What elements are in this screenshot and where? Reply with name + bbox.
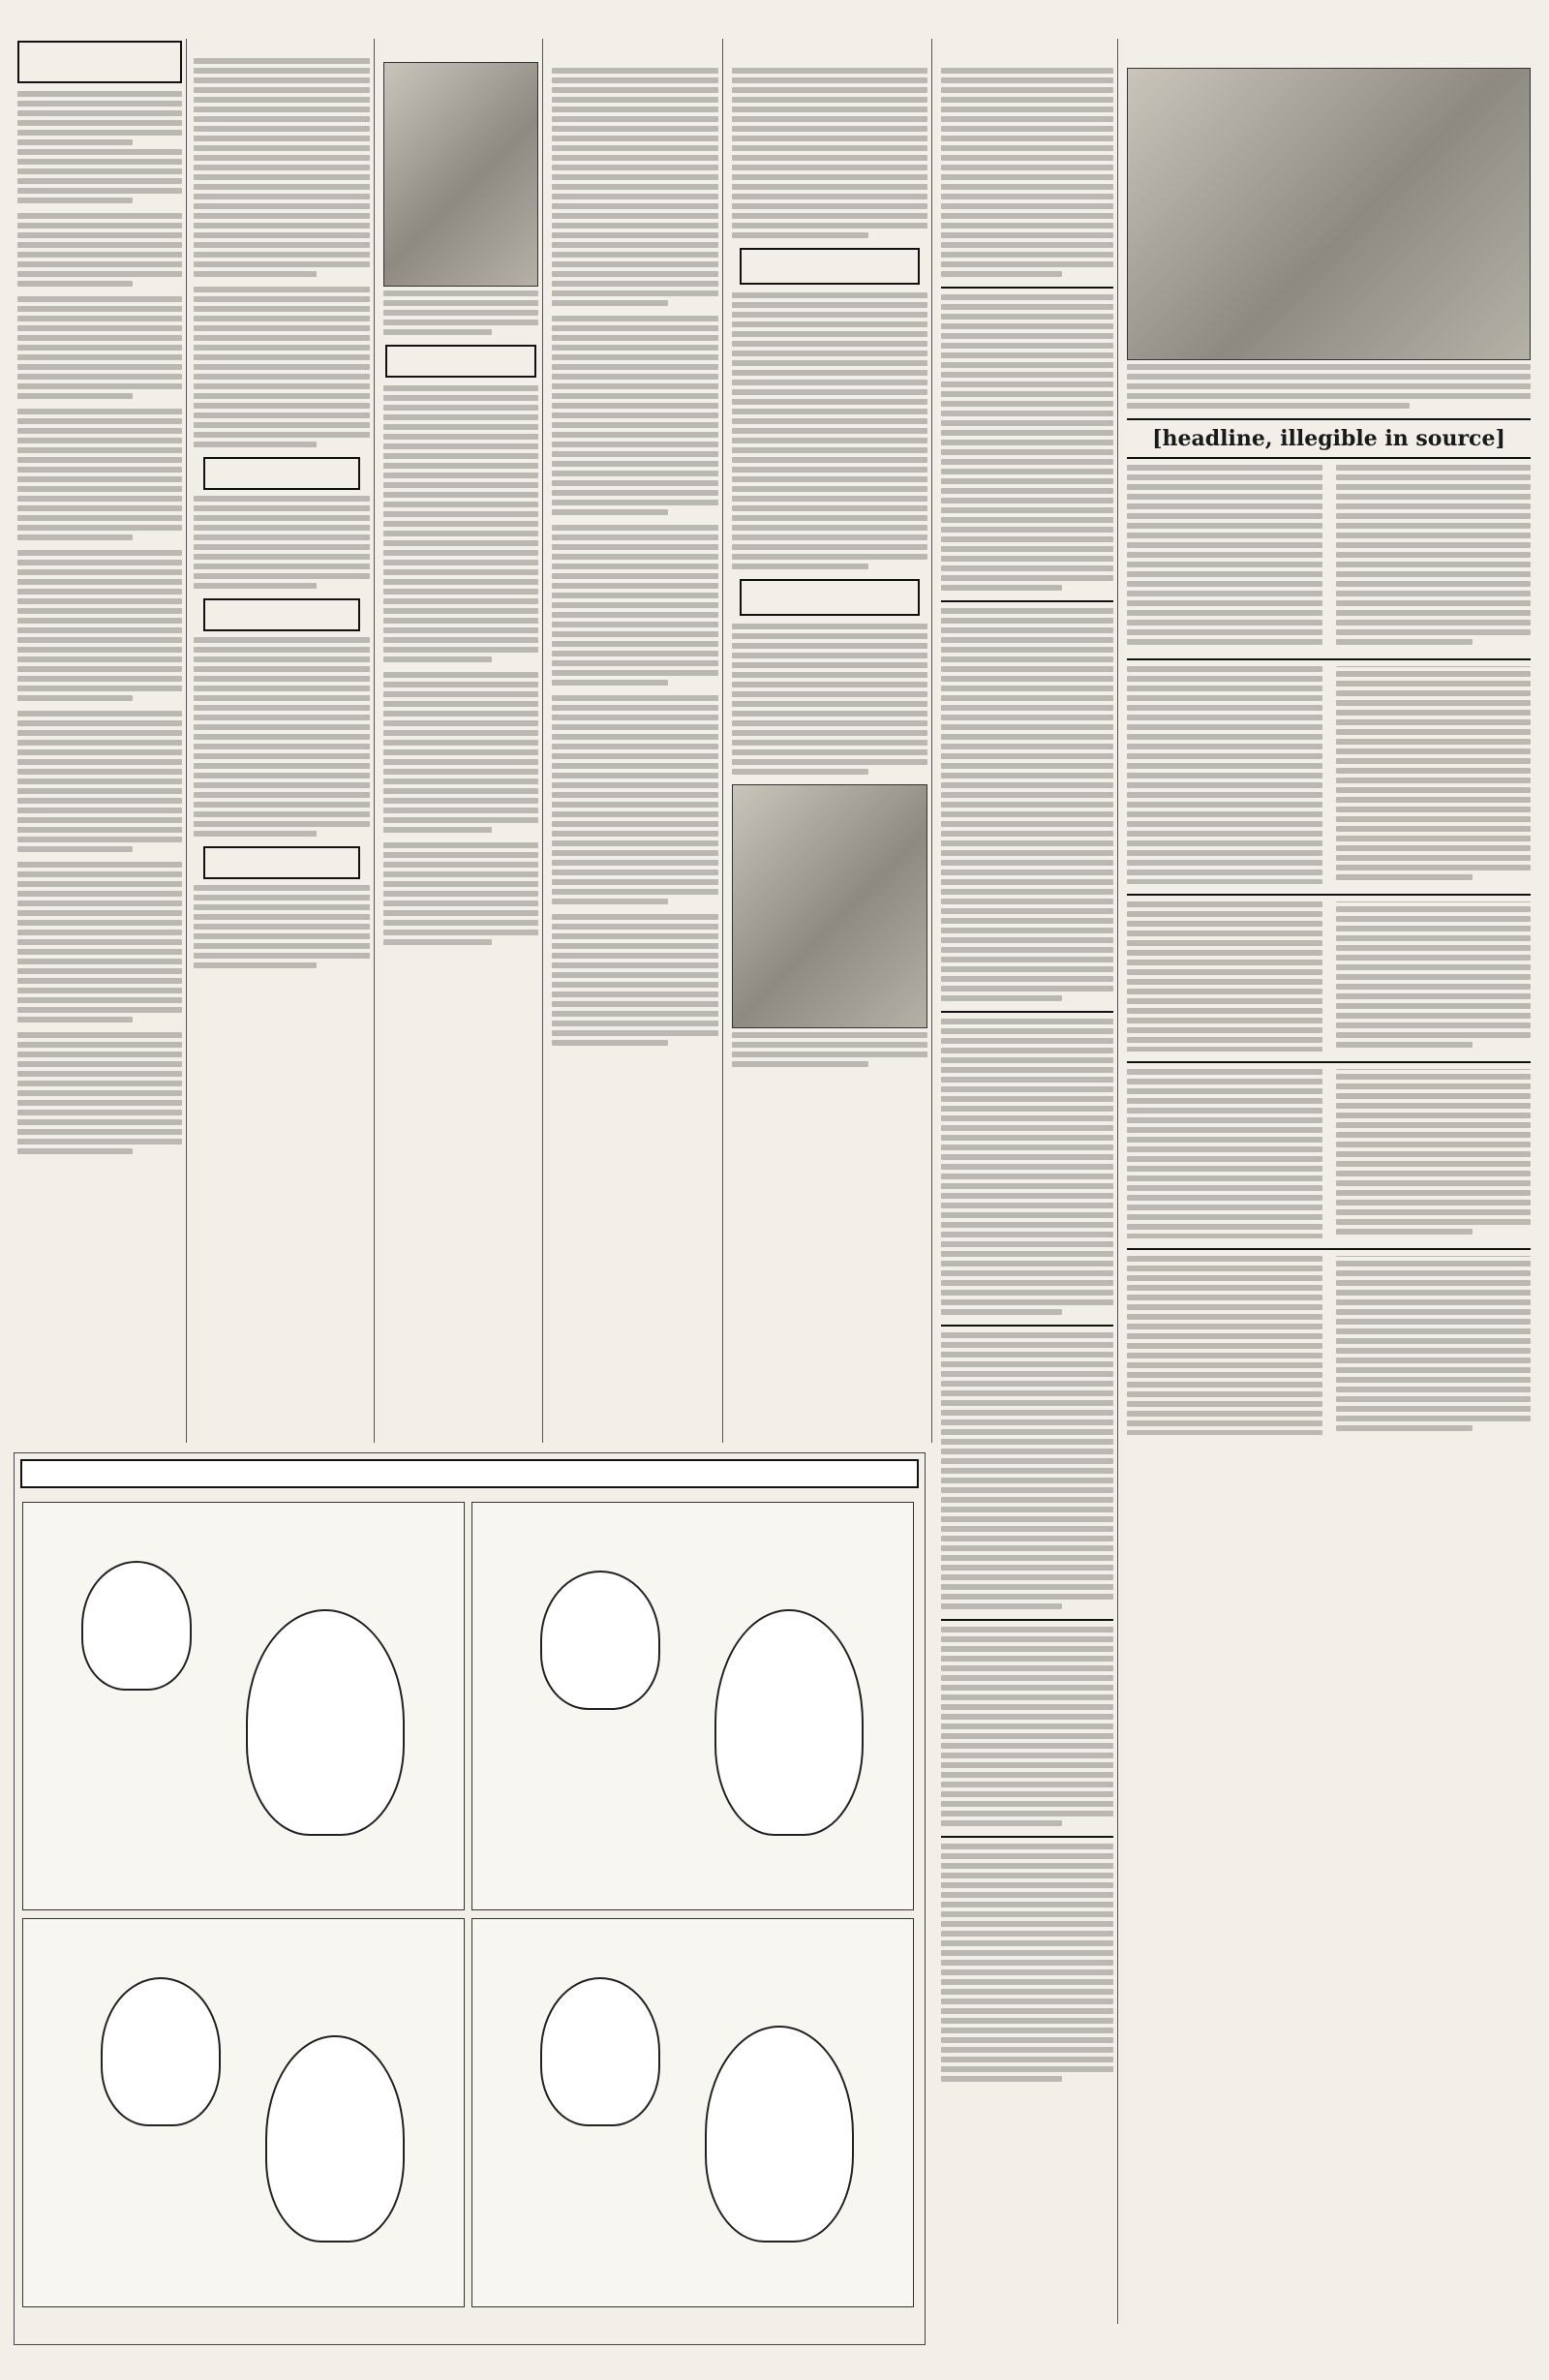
text-block: [552, 914, 718, 1046]
section-title-box: [203, 598, 360, 631]
text-block: [194, 496, 370, 589]
divider: [941, 1836, 1113, 1838]
text-block: [552, 525, 718, 686]
column-7: [1123, 39, 1534, 2324]
text-block: [941, 1627, 1113, 1826]
text-block: [383, 842, 538, 945]
column-5: [728, 39, 932, 1443]
text-block: [1127, 1256, 1531, 1435]
text-block: [552, 695, 718, 904]
divider: [941, 1619, 1113, 1621]
text-block: [941, 1332, 1113, 1609]
text-block: [383, 672, 538, 833]
text-block: [552, 68, 718, 306]
text-block: [17, 409, 182, 540]
photo: [383, 62, 538, 287]
section-title-box: [203, 457, 360, 490]
cartoon-figure: [101, 1977, 221, 2126]
photo: [1127, 68, 1531, 360]
cartoon-figure: [265, 2035, 405, 2243]
text-block: [941, 1019, 1113, 1315]
text-block: [941, 1844, 1113, 2082]
cartoon-panel: [22, 1918, 465, 2307]
divider: [1127, 1248, 1531, 1250]
headline: [headline, illegible in source]: [1152, 426, 1505, 451]
section-title-box: [740, 579, 920, 616]
cartoon-panel: [22, 1502, 465, 1910]
text-block: [732, 624, 927, 775]
text-block: [17, 862, 182, 1022]
column-1: [14, 39, 187, 1443]
cartoon-strip: [14, 1452, 926, 2345]
caption: [732, 1032, 927, 1067]
section-title-box: [385, 345, 536, 378]
cartoon-figure: [81, 1561, 192, 1691]
divider: [1127, 418, 1531, 420]
text-block: [732, 292, 927, 569]
divider: [1127, 1061, 1531, 1063]
divider: [1127, 658, 1531, 660]
text-block: [17, 711, 182, 852]
caption: [383, 290, 538, 335]
text-block: [194, 637, 370, 837]
column-3: [380, 39, 543, 1443]
text-block: [552, 316, 718, 515]
cartoon-figure: [540, 1977, 660, 2126]
text-block: [1127, 666, 1531, 884]
column-2: [190, 39, 375, 1443]
text-block: [383, 385, 538, 662]
cartoon-figure: [540, 1571, 660, 1710]
cartoon-figure: [705, 2026, 854, 2243]
cartoon-panel: [471, 1918, 914, 2307]
divider: [1127, 894, 1531, 896]
text-block: [941, 608, 1113, 1001]
divider: [941, 287, 1113, 289]
text-block: [194, 287, 370, 447]
section-title-box: [203, 846, 360, 879]
text-block: [732, 68, 927, 238]
column-4: [548, 39, 723, 1443]
text-block: [194, 885, 370, 968]
text-block: [941, 294, 1113, 591]
divider: [1127, 457, 1531, 459]
divider: [941, 1011, 1113, 1013]
cartoon-figure: [714, 1609, 864, 1836]
column-6: [937, 39, 1118, 2324]
caption: [1127, 364, 1531, 409]
text-block: [941, 68, 1113, 277]
cartoon-panel: [471, 1502, 914, 1910]
text-block: [17, 550, 182, 701]
cartoon-figure: [246, 1609, 405, 1836]
divider: [941, 600, 1113, 602]
text-block: [17, 296, 182, 399]
text-block: [17, 1032, 182, 1154]
text-block: [194, 58, 370, 277]
text-block: [1127, 465, 1531, 649]
section-title-box: [17, 41, 182, 83]
text-block: [1127, 901, 1531, 1052]
text-block: [17, 213, 182, 287]
cartoon-title: [20, 1459, 919, 1488]
section-title-box: [740, 248, 920, 285]
text-block: [17, 91, 182, 203]
divider: [941, 1325, 1113, 1327]
photo: [732, 784, 927, 1028]
text-block: [1127, 1069, 1531, 1238]
